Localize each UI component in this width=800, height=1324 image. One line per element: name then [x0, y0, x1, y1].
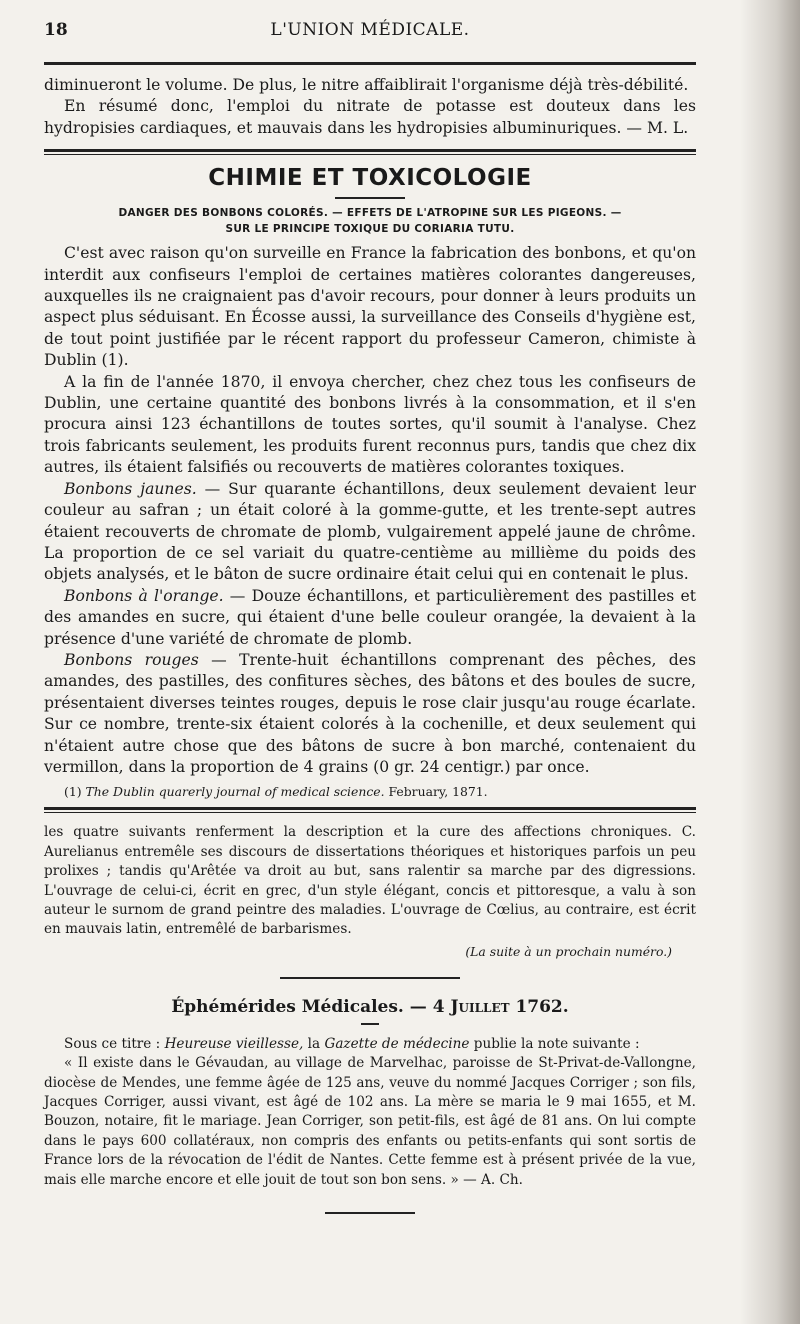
closing-rule — [325, 1212, 415, 1214]
ephemerides-year: 1762. — [509, 996, 569, 1017]
newspaper-page — [44, 0, 696, 1214]
paragraph-lead: Bonbons rouges — [64, 650, 199, 669]
ephemerides-dash — [361, 1023, 379, 1025]
feuilleton-rule — [44, 807, 696, 813]
article-paragraph: C'est avec raison qu'on surveille en France la fabrication des bonbons, et qu'on interdit aux confiseurs l'emploi de certaines matières colorantes dangereuses, auxquelles ils ne craignaient pas d'avoir recours, pour donner à leurs produits un aspect plus séduisant. En Écosse aussi, la surveillance des Conseils d'hygiène est, de tout point justifiée par le récent rapport du professeur Cameron, chimiste à Dublin (1). — [44, 244, 696, 370]
ephemerides-rule — [280, 977, 460, 979]
intro-title: Heureuse vieillesse, — [164, 1035, 304, 1052]
page-gutter-shadow — [740, 0, 800, 1324]
section-rule — [44, 149, 696, 155]
article-body — [44, 243, 696, 778]
ephemerides-quote: « Il existe dans le Gévaudan, au village de Marvelhac, paroisse de St-Privat-de-Vallongne, diocèse de Mendes, une femme âgée de 125 ans, veuve du nommé Jacques Corriger ; son fils, Jacques Corriger, aussi vivant, est âgé de 102 ans. La mère se maria le 9 mai 1655, et M. Bouzon, notaire, fit le mariage. Jean Corriger, son petit-fils, est âgé de 81 ans. On lui compte dans le pays 600 collatéraux, non compris des enfants ou petits-enfants qui sont sortis de France lors de la révocation de l'édit de Nantes. Cette femme est à présent privée de la vue, mais elle marche encore et elle jouit de tout son bon sens. » — A. Ch. — [44, 1055, 696, 1188]
footnote-date: February, 1871. — [384, 784, 488, 800]
intro-text: la — [303, 1035, 325, 1052]
page-number: 18 — [44, 20, 68, 40]
section-title-underline — [335, 197, 405, 199]
footnote-journal: The Dublin quarerly journal of medical science. — [85, 784, 385, 800]
ephemerides-intro — [44, 1035, 696, 1054]
feuilleton-block — [44, 823, 696, 958]
section-title: CHIMIE ET TOXICOLOGIE — [208, 165, 532, 192]
page-header — [44, 18, 696, 62]
ephemerides-title: Éphémérides Médicales. — [171, 996, 404, 1017]
paragraph-lead: Bonbons jaunes. — [64, 479, 197, 498]
header-rule — [44, 62, 696, 65]
article-paragraph: A la fin de l'année 1870, il envoya chercher, chez chez tous les confiseurs de Dublin, une certaine quantité des bonbons livrés à la consommation, et il s'en procura ainsi 123 échantillons de toutes sortes, qu'il soumit à l'analyse. Chez trois fabricants seulement, les produits furent reconnus purs, tandis que chez dix autres, ils étaient falsifiés ou recouverts de matières colorantes toxiques. — [44, 372, 696, 477]
ephemerides-body — [44, 1035, 696, 1190]
subhead-line-1: DANGER DES BONBONS COLORÉS. — EFFETS DE L'ATROPINE SUR LES PIGEONS. — — [118, 207, 622, 220]
ephemerides-date-separator: — 4 — [403, 996, 451, 1017]
continuation-paragraph: En résumé donc, l'emploi du nitrate de potasse est douteux dans les hydropisies cardiaques, et mauvais dans les hydropisies albuminuriques. — M. L. — [44, 97, 696, 137]
paragraph-lead: Bonbons à l'orange. — [64, 586, 224, 605]
paragraph-text: — Douze échantillons, et particulièrement des pastilles et des amandes en sucre, qui étaient d'une belle couleur orangée, la devaient à la présence d'une variété de chromate de plomb. — [44, 586, 696, 648]
subhead-line-2: SUR LE PRINCIPE TOXIQUE DU CORIARIA TUTU. — [225, 223, 515, 236]
paragraph-text: — Sur quarante échantillons, deux seulement devaient leur couleur au safran ; un était coloré à la gomme-gutte, et les trente-sept autres étaient recouverts de chromate de plomb, vulgairement appelé jaune de chrôme. La proportion de ce sel variait du quatre-centième au millième du poids des objets analysés, et le bâton de sucre ordinaire était celui qui en contenait le plus. — [44, 479, 697, 584]
intro-text: publie la note suivante : — [469, 1035, 640, 1052]
footnote-number: (1) — [64, 784, 82, 800]
article-paragraph — [44, 650, 696, 778]
feuilleton-text: les quatre suivants renferment la description et la cure des affections chroniques. C. Aurelianus entremêle ses discours de dissertations théoriques et historiques parfois un peu prolixes ; tandis qu'Arêtée va droit au but, sans ralentir sa marche par des digressions. L'ouvrage de celui-ci, écrit en grec, d'un style élégant, concis et pittoresque, a valu à son auteur le surnom de grand peintre des maladies. L'ouvrage de Cœlius, au contraire, est écrit en mauvais latin, entremêlé de barbarismes. — [44, 824, 696, 938]
running-title: L'UNION MÉDICALE. — [270, 20, 470, 40]
article-paragraph — [44, 479, 696, 586]
section-subhead — [44, 205, 696, 237]
ephemerides-heading — [44, 997, 696, 1017]
feuilleton-continuation-note: (La suite à un prochain numéro.) — [465, 943, 672, 959]
continuation-line: diminueront le volume. De plus, le nitre affaiblirait l'organisme déjà très-débilité. — [44, 76, 689, 94]
continuation-block — [44, 75, 696, 139]
article-paragraph — [44, 586, 696, 650]
ephemerides-month: Juillet — [450, 996, 510, 1017]
footnote — [44, 784, 696, 799]
intro-source: Gazette de médecine — [324, 1035, 470, 1052]
paragraph-text: — Trente-huit échantillons comprenant des pêches, des amandes, des pastilles, des confitures sèches, des bâtons et des boules de sucre, présentaient diverses teintes rouges, depuis le rose clair jusqu'au rouge écarlate. Sur ce nombre, trente-six étaient colorés à la cochenille, et deux seulement qui n'étaient autre chose que des bâtons de sucre à bon marché, contenaient du vermillon, dans la proportion de 4 grains (0 gr. 24 centigr.) par once. — [44, 650, 696, 776]
intro-text: Sous ce titre : — [64, 1035, 165, 1052]
